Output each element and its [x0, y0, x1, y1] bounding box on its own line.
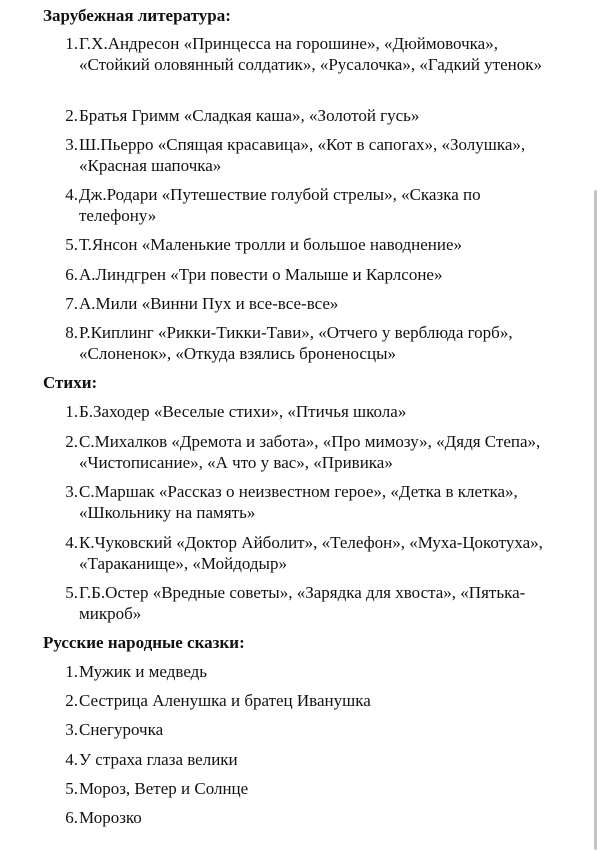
section-heading-poems: Стихи:	[43, 373, 98, 392]
list-item	[60, 322, 560, 364]
list-item	[60, 532, 560, 574]
list-item-number: 5.	[65, 779, 78, 798]
list-item	[60, 134, 560, 176]
list-item-text: Ш.Пьерро «Спящая красавица», «Кот в сапогах», «Золушка», «Красная шапочка»	[79, 135, 526, 175]
list-item-number: 6.	[65, 265, 78, 284]
list-item-text: Братья Гримм «Сладкая каша», «Золотой гусь»	[79, 106, 420, 125]
list-item	[60, 105, 560, 126]
list-item	[60, 184, 560, 226]
list-item-number: 3.	[65, 482, 78, 501]
list-item	[60, 401, 560, 422]
list-item-number: 4.	[65, 750, 78, 769]
list-item	[60, 749, 560, 770]
list-item-number: 4.	[65, 533, 78, 552]
list-item-number: 3.	[65, 135, 78, 154]
list-item-text: К.Чуковский «Доктор Айболит», «Телефон», «Муха-Цокотуха», «Тараканище», «Мойдодыр»	[79, 533, 543, 573]
section-heading-russian-folk-tales: Русские народные сказки:	[43, 633, 245, 652]
list-item-number: 3.	[65, 720, 78, 739]
list-item-text: Снегурочка	[79, 720, 164, 739]
list-item-number: 5.	[65, 235, 78, 254]
list-item-text: Мороз, Ветер и Солнце	[79, 779, 249, 798]
list-item-text: Б.Заходер «Веселые стихи», «Птичья школа»	[79, 402, 407, 421]
list-item	[60, 582, 560, 624]
list-item-text: А.Линдгрен «Три повести о Малыше и Карлсоне»	[79, 265, 443, 284]
scrollbar-thumb[interactable]	[594, 190, 597, 850]
list-item	[60, 293, 560, 314]
vertical-scrollbar[interactable]	[588, 0, 600, 851]
list-item-number: 2.	[65, 106, 78, 125]
section-heading-foreign-literature: Зарубежная литература:	[43, 6, 231, 25]
list-item-text: Т.Янсон «Маленькие тролли и большое наводнение»	[79, 235, 463, 254]
list-item-text: С.Маршак «Рассказ о неизвестном герое», «Детка в клетка», «Школьнику на память»	[79, 482, 518, 522]
list-item-text: С.Михалков «Дремота и забота», «Про мимозу», «Дядя Степа», «Чистописание», «А что у вас», «Привика»	[79, 432, 541, 472]
list-item	[60, 481, 560, 523]
list-item-number: 1.	[65, 402, 78, 421]
list-item-number: 2.	[65, 691, 78, 710]
list-item-text: Мужик и медведь	[79, 662, 208, 681]
list-item-text: Г.Х.Андресон «Принцесса на горошине», «Дюймовочка», «Стойкий оловянный солдатик», «Русалочка», «Гадкий утенок»	[79, 34, 542, 74]
list-item	[60, 690, 560, 711]
list-item	[60, 33, 560, 75]
list-item-number: 8.	[65, 323, 78, 342]
list-item-number: 6.	[65, 808, 78, 827]
list-item-text: Сестрица Аленушка и братец Иванушка	[79, 691, 371, 710]
list-item	[60, 234, 560, 255]
list-item-number: 5.	[65, 583, 78, 602]
list-item-text: У страха глаза велики	[79, 750, 238, 769]
list-item-text: Дж.Родари «Путешествие голубой стрелы», «Сказка по телефону»	[79, 185, 481, 225]
list-item-number: 1.	[65, 662, 78, 681]
list-item	[60, 719, 560, 740]
list-item-text: Р.Киплинг «Рикки-Тикки-Тави», «Отчего у верблюда горб», «Слоненок», «Откуда взялись броненосцы»	[79, 323, 513, 363]
list-item	[60, 778, 560, 799]
list-item	[60, 264, 560, 285]
list-item-number: 7.	[65, 294, 78, 313]
list-item	[60, 431, 560, 473]
list-item-number: 4.	[65, 185, 78, 204]
list-item	[60, 807, 560, 828]
list-item	[60, 661, 560, 682]
list-item-number: 1.	[65, 34, 78, 53]
list-item-text: А.Мили «Винни Пух и все-все-все»	[79, 294, 339, 313]
list-item-text: Г.Б.Остер «Вредные советы», «Зарядка для хвоста», «Пятька-микроб»	[79, 583, 526, 623]
list-item-number: 2.	[65, 432, 78, 451]
list-item-text: Морозко	[79, 808, 142, 827]
